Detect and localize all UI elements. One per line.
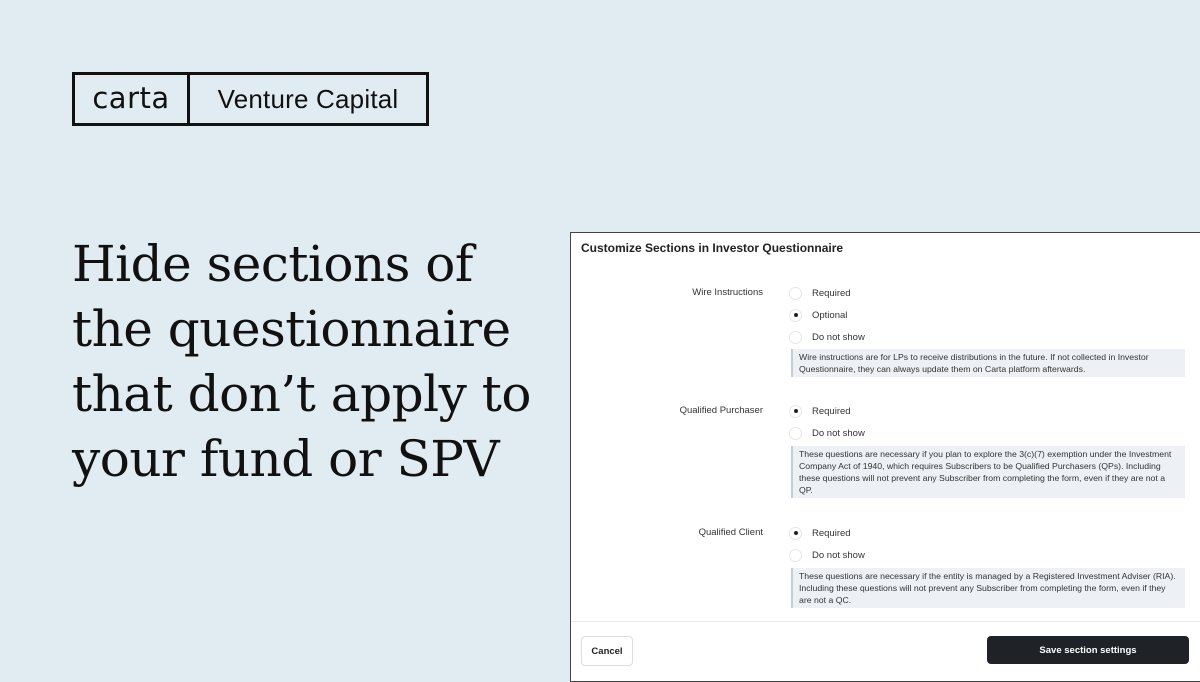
section-label: Wire Instructions — [692, 287, 763, 298]
radio-selected-icon[interactable] — [789, 405, 802, 418]
option-label: Required — [812, 405, 851, 417]
section-help-note: These questions are necessary if you plan to explore the 3(c)(7) exemption under the Investment Company Act of 1940, which requires Subscribers to be Qualified Purchasers (QPs). Including these questions will not prevent any Subscriber from completing the form, even if they are not a QP. — [791, 446, 1185, 498]
radio-option-required[interactable] — [789, 285, 851, 301]
section-help-note: These questions are necessary if the entity is managed by a Registered Investment Adviser (RIA). Including these questions will not prevent any Subscriber from completing the form, even if they are not a QC. — [791, 568, 1185, 608]
radio-selected-icon[interactable] — [789, 309, 802, 322]
section-label: Qualified Client — [698, 527, 763, 538]
logo-brand: carta — [75, 75, 190, 123]
section-label: Qualified Purchaser — [679, 405, 763, 416]
option-label: Do not show — [812, 427, 865, 439]
radio-icon[interactable] — [789, 287, 802, 300]
carta-logo — [72, 72, 429, 126]
option-label: Required — [812, 527, 851, 539]
section-help-note: Wire instructions are for LPs to receive distributions in the future. If not collected in Investor Questionnaire, they can always update them on Carta platform afterwards. — [791, 349, 1185, 377]
radio-option-do-not-show[interactable] — [789, 425, 865, 441]
radio-option-optional[interactable] — [789, 307, 847, 323]
option-label: Do not show — [812, 549, 865, 561]
radio-option-required[interactable] — [789, 403, 851, 419]
radio-option-do-not-show[interactable] — [789, 547, 865, 563]
option-label: Required — [812, 287, 851, 299]
radio-icon[interactable] — [789, 549, 802, 562]
option-label: Do not show — [812, 331, 865, 343]
panel-title: Customize Sections in Investor Questionnaire — [581, 241, 844, 255]
radio-icon[interactable] — [789, 427, 802, 440]
radio-selected-icon[interactable] — [789, 527, 802, 540]
cancel-button[interactable]: Cancel — [581, 636, 633, 666]
panel-footer — [571, 621, 1200, 682]
radio-option-do-not-show[interactable] — [789, 329, 865, 345]
questionnaire-settings-panel — [570, 232, 1200, 682]
logo-product: Venture Capital — [217, 83, 399, 114]
option-label: Optional — [812, 309, 848, 321]
save-section-settings-button[interactable]: Save section settings — [987, 636, 1189, 664]
radio-icon[interactable] — [789, 331, 802, 344]
headline: Hide sections of the questionnaire that don’t apply to your fund or SPV — [72, 235, 531, 488]
radio-option-required[interactable] — [789, 525, 851, 541]
